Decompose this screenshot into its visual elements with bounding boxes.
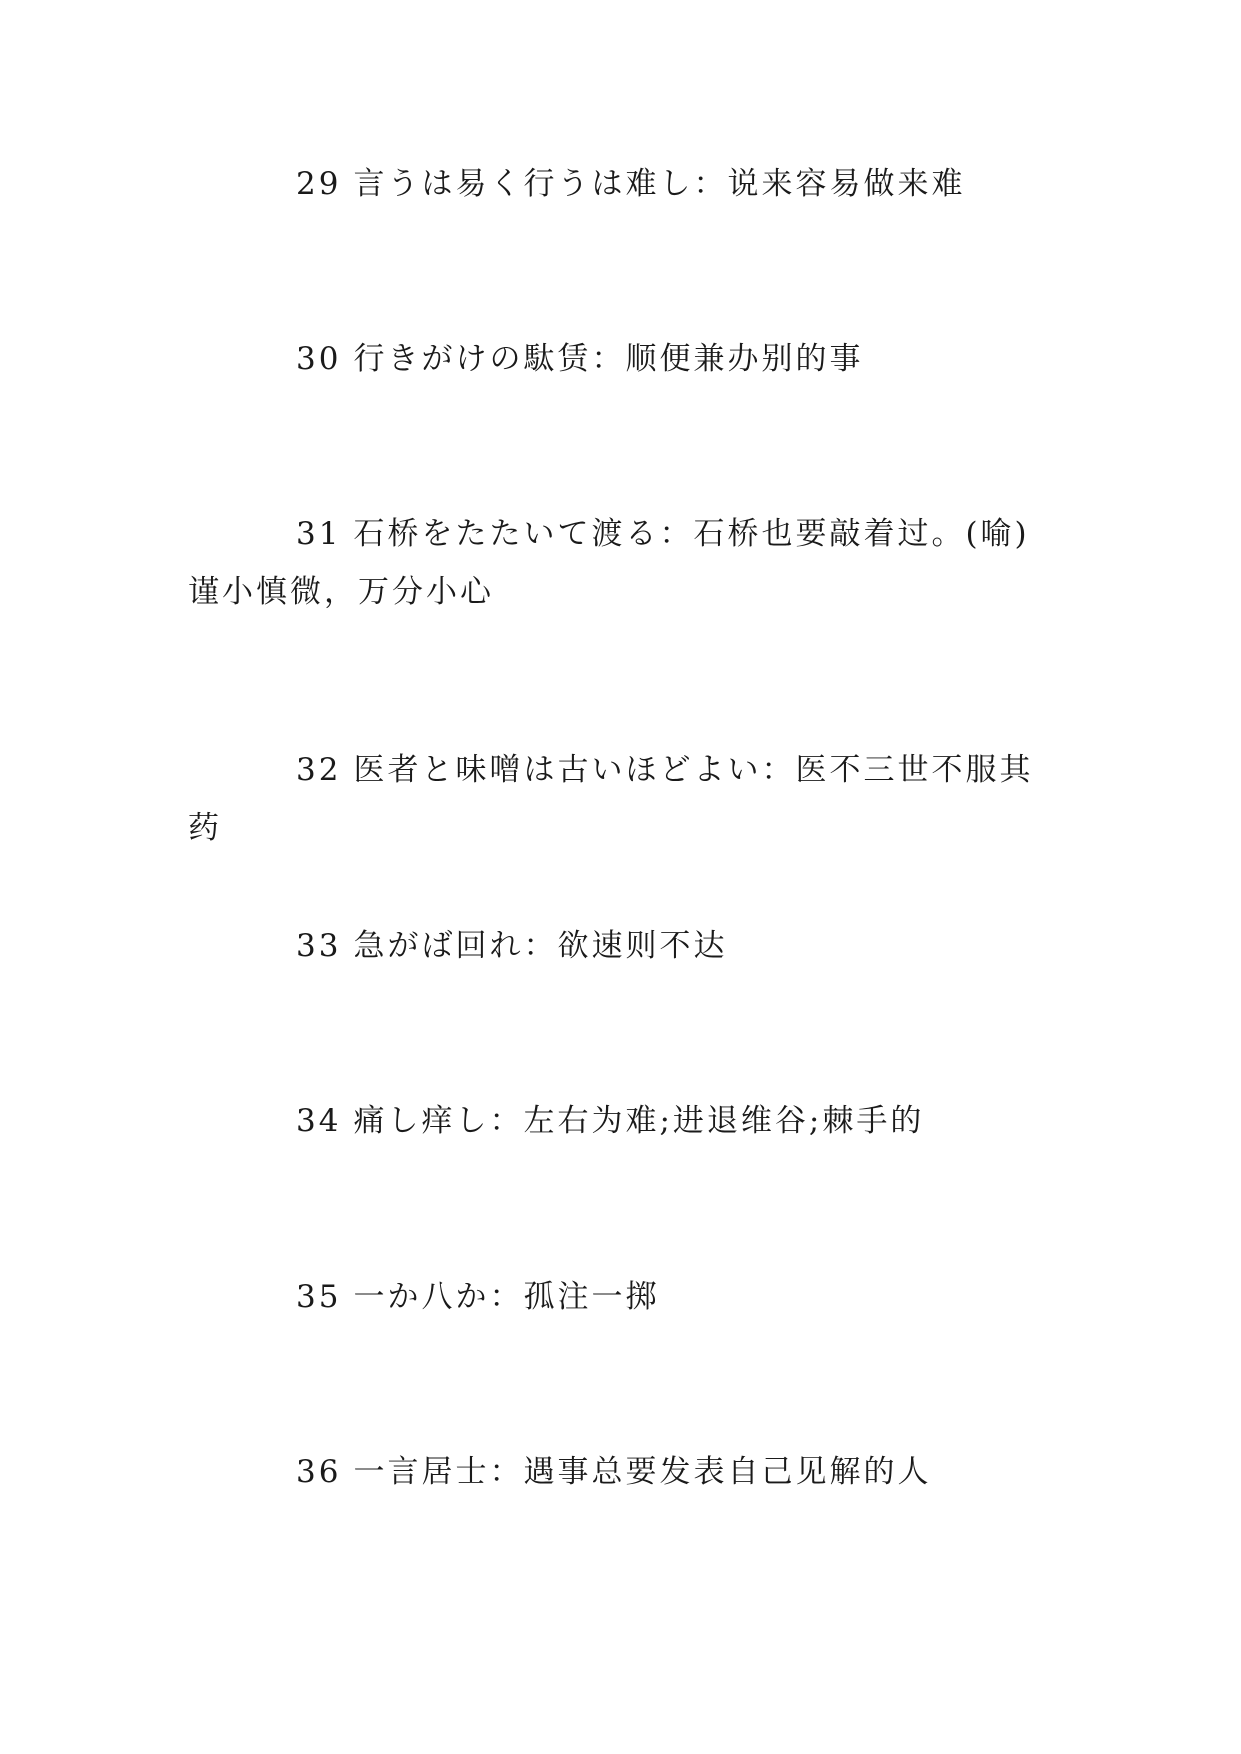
item-text: 痛し痒し：左右为难;进退维谷;棘手的 (353, 1103, 925, 1139)
item-number: 30 (296, 341, 342, 377)
item-number: 29 (296, 166, 342, 202)
item-text: 一言居士：遇事总要发表自己见解的人 (353, 1454, 932, 1490)
list-item (188, 1443, 1058, 1501)
list-item (188, 505, 1058, 621)
item-number: 32 (296, 752, 342, 788)
item-text: 医者と味噌は古いほどよい：医不三世不服其药 (188, 752, 1034, 846)
item-number: 33 (296, 928, 342, 964)
item-text: 言うは易く行うは难し：说来容易做来难 (353, 166, 966, 202)
list-item (188, 1268, 1058, 1326)
list-item (188, 1092, 1058, 1150)
list-item (188, 741, 1058, 857)
item-text: 石桥をたたいて渡る：石桥也要敲着过。(喻)谨小慎微，万分小心 (188, 516, 1030, 610)
item-number: 31 (296, 516, 342, 552)
item-number: 34 (296, 1103, 342, 1139)
list-item (188, 330, 1058, 388)
item-text: 一か八か：孤注一掷 (353, 1279, 660, 1315)
list-item (188, 155, 1058, 213)
item-text: 急がば回れ：欲速则不达 (353, 928, 728, 964)
list-item (188, 917, 1058, 975)
item-number: 36 (296, 1454, 342, 1490)
item-number: 35 (296, 1279, 342, 1315)
item-text: 行きがけの駄赁：顺便兼办别的事 (353, 341, 864, 377)
